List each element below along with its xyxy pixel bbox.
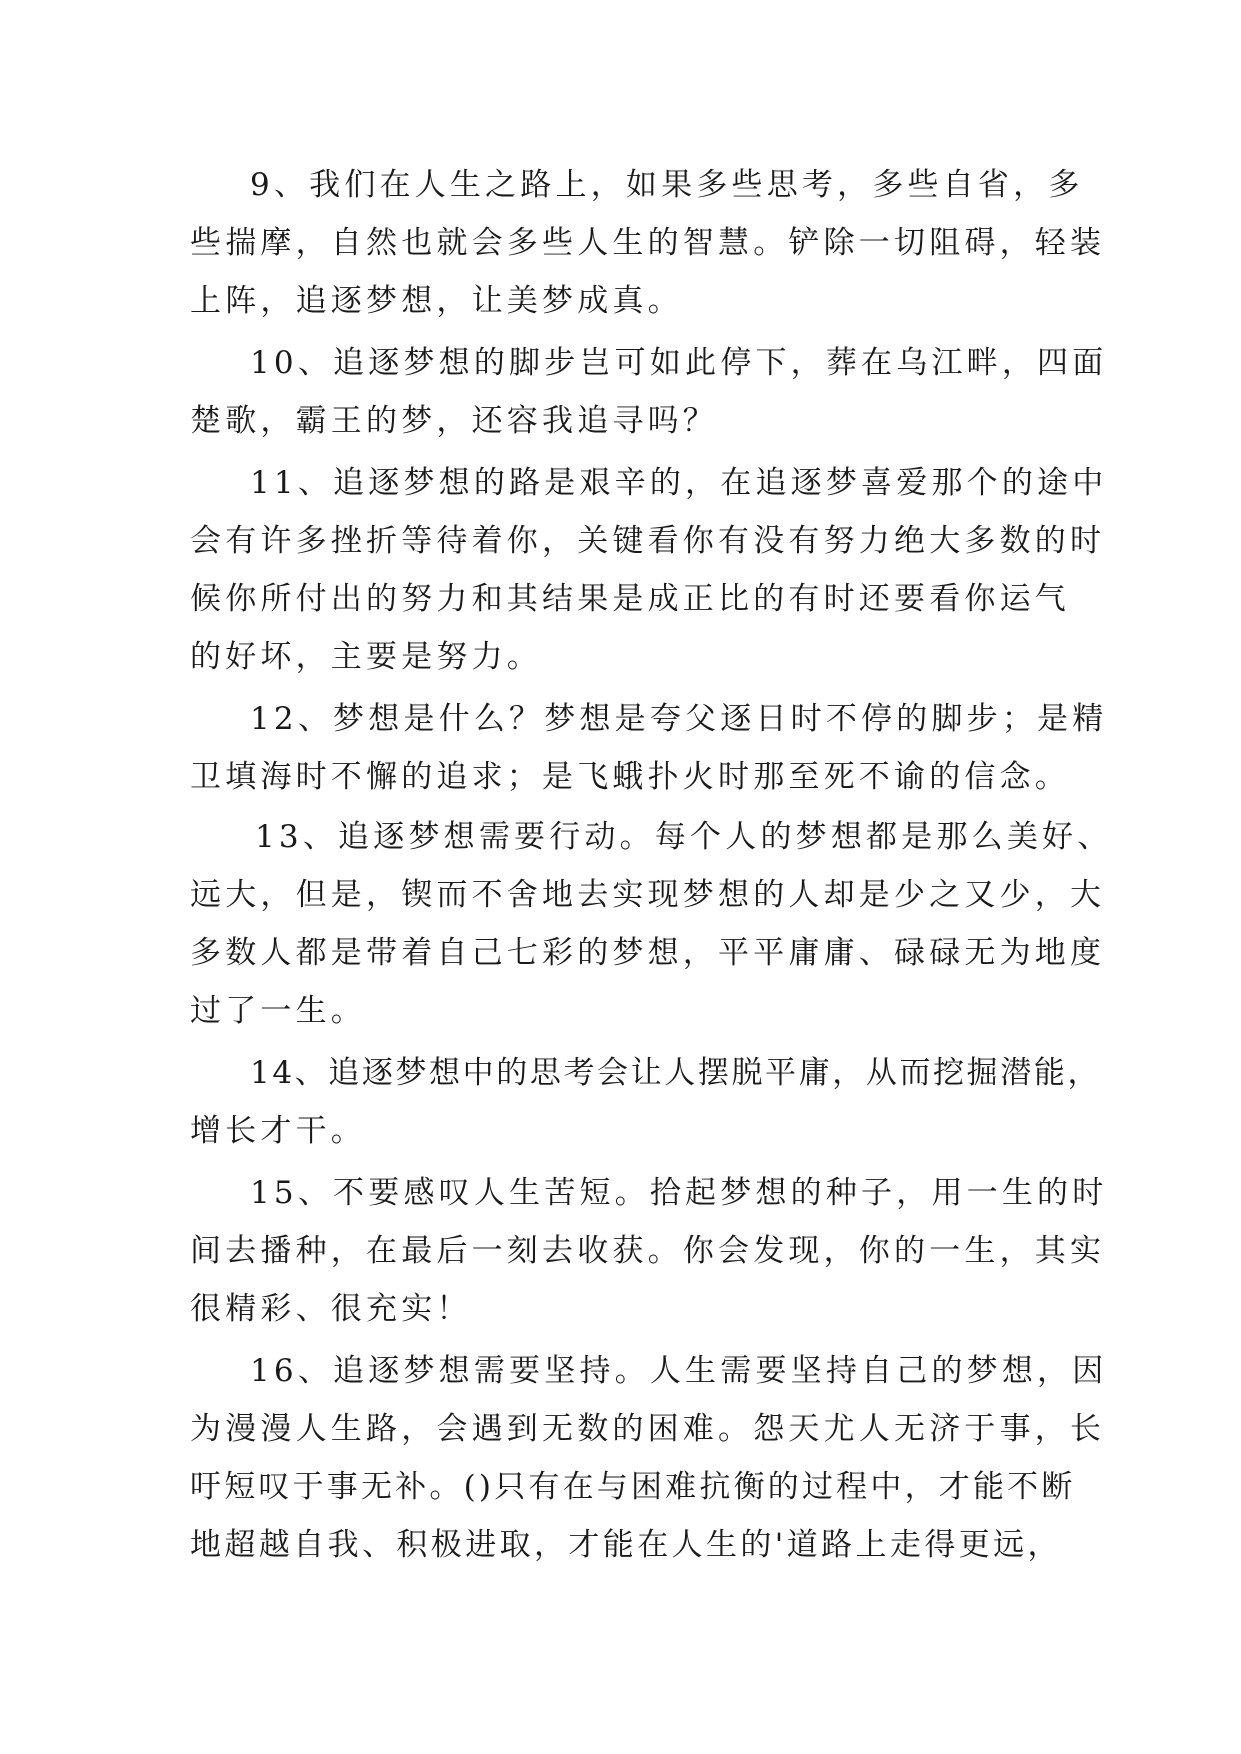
text-line: 很精彩、很充实！ [190, 1291, 472, 1327]
text-line: 会有许多挫折等待着你，关键看你有没有努力绝大多数的时 [190, 523, 1106, 559]
text-line: 远大，但是，锲而不舍地去实现梦想的人却是少之又少，大 [190, 877, 1106, 913]
text-line: 为漫漫人生路，会遇到无数的困难。怨天尤人无济于事，长 [190, 1411, 1106, 1447]
text-line: 13、追逐梦想需要行动。每个人的梦想都是那么美好、 [255, 819, 1113, 855]
text-line: 增长才干。 [190, 1113, 366, 1149]
text-line: 的好坏，主要是努力。 [190, 639, 542, 675]
text-line: 14、追逐梦想中的思考会让人摆脱平庸，从而挖掘潜能， [250, 1055, 1102, 1091]
text-line: 卫填海时不懈的追求；是飞蛾扑火时那至死不谕的信念。 [190, 759, 1070, 795]
text-line: 11、追逐梦想的路是艰辛的，在追逐梦喜爱那个的途中 [250, 465, 1108, 501]
text-line: 9、我们在人生之路上，如果多些思考，多些自省，多 [250, 167, 1084, 203]
text-line: 12、梦想是什么？梦想是夸父逐日时不停的脚步；是精 [250, 701, 1108, 737]
text-line: 吁短叹于事无补。()只有在与困难抗衡的过程中，才能不断 [190, 1469, 1076, 1505]
text-line: 些揣摩，自然也就会多些人生的智慧。铲除一切阻碍，轻装 [190, 225, 1106, 261]
text-line: 16、追逐梦想需要坚持。人生需要坚持自己的梦想，因 [250, 1353, 1108, 1389]
text-line: 过了一生。 [190, 993, 366, 1029]
text-line: 间去播种，在最后一刻去收获。你会发现，你的一生，其实 [190, 1233, 1106, 1269]
text-line: 10、追逐梦想的脚步岂可如此停下，葬在乌江畔，四面 [250, 345, 1108, 381]
text-line: 15、不要感叹人生苦短。拾起梦想的种子，用一生的时 [250, 1175, 1108, 1211]
text-line: 多数人都是带着自己七彩的梦想，平平庸庸、碌碌无为地度 [190, 935, 1106, 971]
text-line: 候你所付出的努力和其结果是成正比的有时还要看你运气 [190, 581, 1070, 617]
text-line: 地超越自我、积极进取，才能在人生的'道路上走得更远， [190, 1527, 1062, 1563]
text-line: 上阵，追逐梦想，让美梦成真。 [190, 283, 683, 319]
text-line: 楚歌，霸王的梦，还容我追寻吗？ [190, 403, 718, 439]
